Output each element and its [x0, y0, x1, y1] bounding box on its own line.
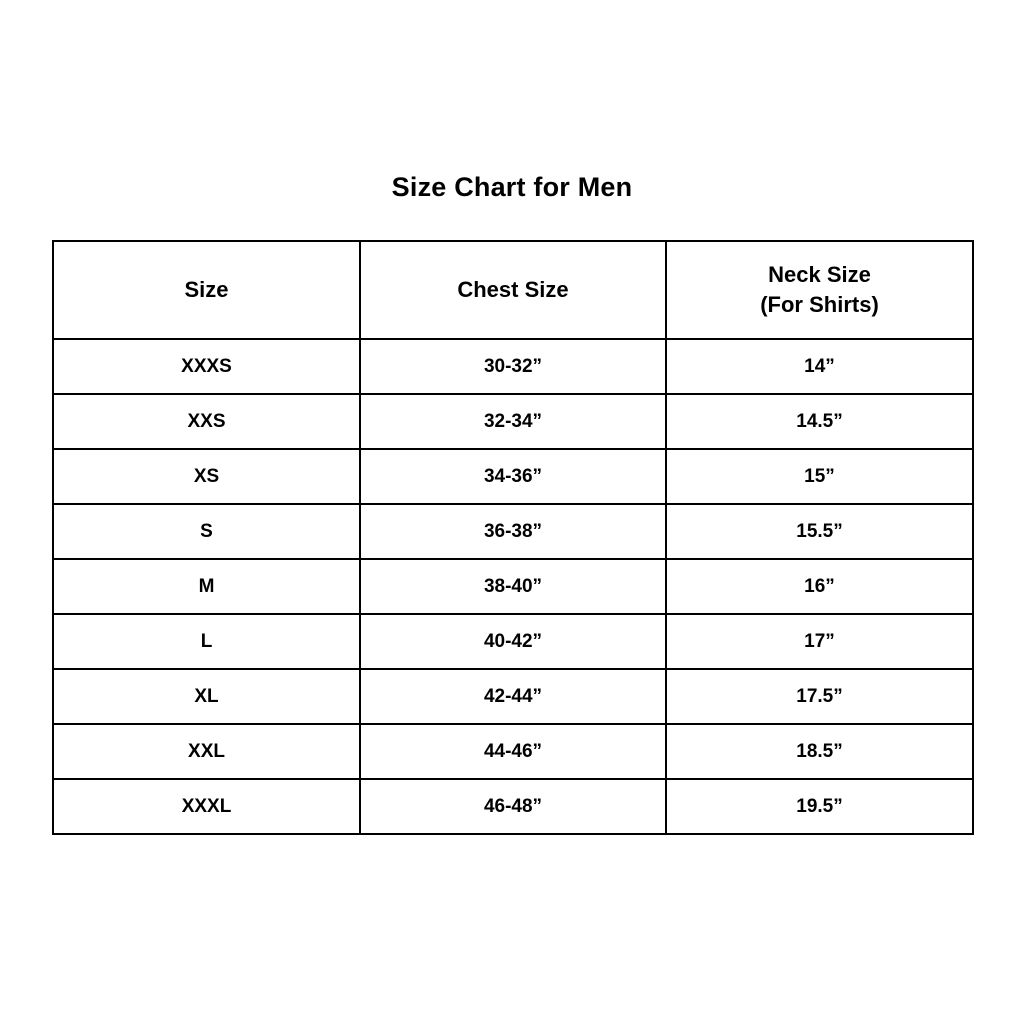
table-header: [53, 241, 973, 339]
cell-size: XXS: [53, 394, 360, 449]
cell-chest: 36-38”: [360, 504, 666, 559]
column-header-chest-size: [360, 241, 666, 339]
cell-neck: 18.5”: [666, 724, 973, 779]
cell-chest: 38-40”: [360, 559, 666, 614]
column-header-neck-size-sublabel: (For Shirts): [760, 292, 879, 317]
table-row: [53, 669, 973, 724]
size-chart-table: [52, 240, 974, 835]
cell-size: XXXL: [53, 779, 360, 834]
table-row: [53, 394, 973, 449]
table-row: [53, 614, 973, 669]
table-row: [53, 724, 973, 779]
cell-neck: 15”: [666, 449, 973, 504]
cell-chest: 40-42”: [360, 614, 666, 669]
cell-size: L: [53, 614, 360, 669]
column-header-size-label: Size: [184, 277, 229, 303]
table-row: [53, 779, 973, 834]
column-header-neck-size: [666, 241, 973, 339]
cell-size: M: [53, 559, 360, 614]
cell-neck: 15.5”: [666, 504, 973, 559]
column-header-chest-size-label: Chest Size: [457, 277, 569, 303]
cell-size: XL: [53, 669, 360, 724]
cell-size: XXL: [53, 724, 360, 779]
cell-chest: 42-44”: [360, 669, 666, 724]
table-row: [53, 449, 973, 504]
cell-neck: 16”: [666, 559, 973, 614]
cell-chest: 30-32”: [360, 339, 666, 394]
cell-neck: 14”: [666, 339, 973, 394]
table-row: [53, 559, 973, 614]
cell-size: S: [53, 504, 360, 559]
cell-chest: 34-36”: [360, 449, 666, 504]
column-header-size: [53, 241, 360, 339]
cell-size: XXXS: [53, 339, 360, 394]
page-title: Size Chart for Men: [391, 172, 633, 202]
column-header-neck-size-label: Neck Size: [768, 262, 871, 288]
cell-neck: 17.5”: [666, 669, 973, 724]
table-row: [53, 504, 973, 559]
cell-chest: 46-48”: [360, 779, 666, 834]
cell-neck: 14.5”: [666, 394, 973, 449]
cell-neck: 19.5”: [666, 779, 973, 834]
table-body: [53, 339, 973, 834]
table-row: [53, 339, 973, 394]
cell-neck: 17”: [666, 614, 973, 669]
cell-chest: 44-46”: [360, 724, 666, 779]
cell-chest: 32-34”: [360, 394, 666, 449]
table-header-row: [53, 241, 973, 339]
cell-size: XS: [53, 449, 360, 504]
